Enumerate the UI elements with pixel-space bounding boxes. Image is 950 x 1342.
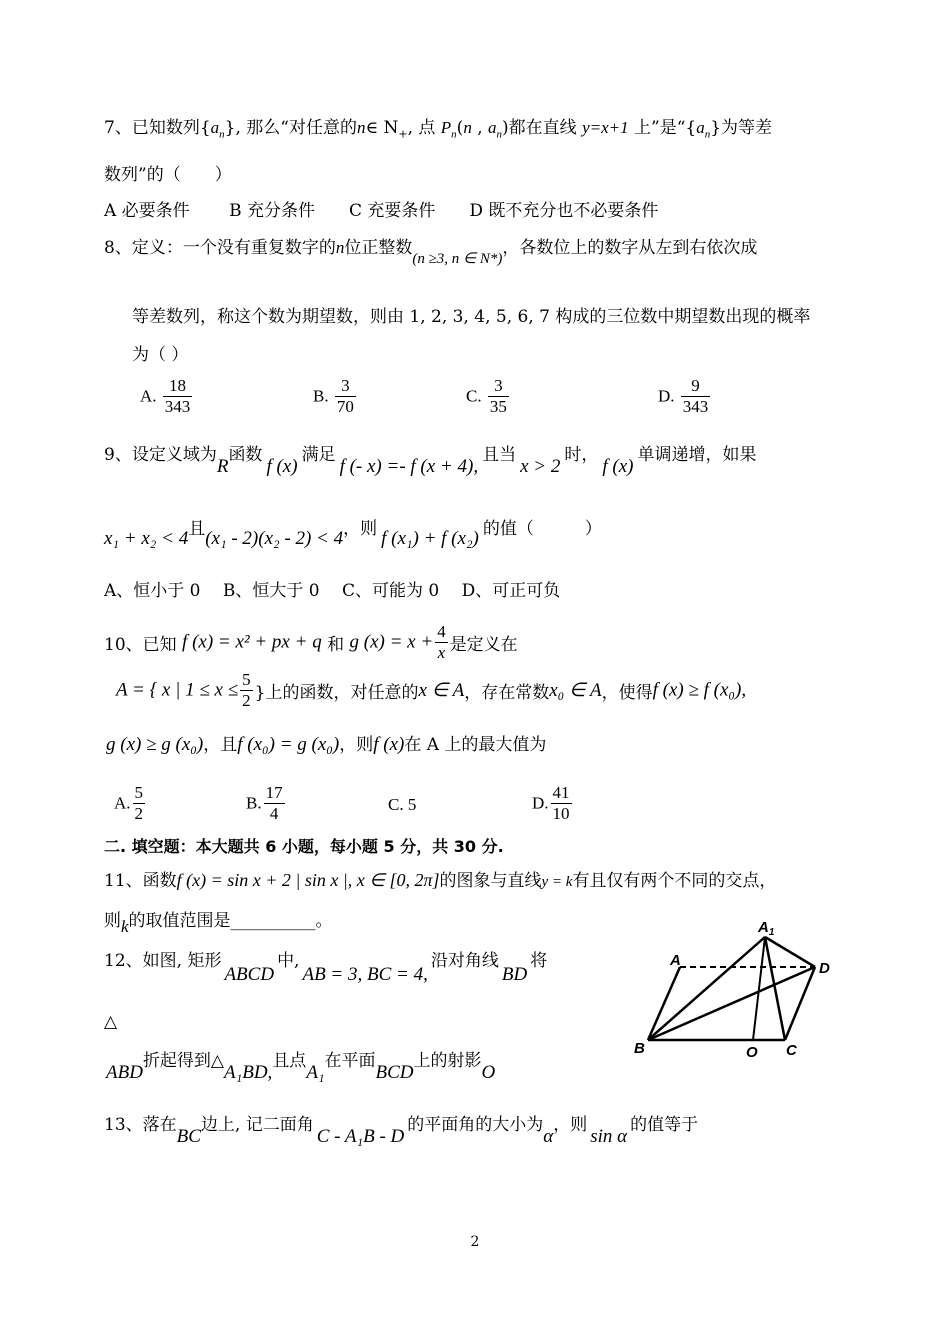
q10-text: }上的函数，对任意的 <box>254 683 419 703</box>
numerator: 9 <box>681 376 711 397</box>
q12-diagonal-bd: BD <box>501 964 528 985</box>
q13-sin-alpha: sin α <box>590 1126 628 1147</box>
numerator: 41 <box>552 783 570 802</box>
q9-text: 满足 <box>301 445 336 465</box>
q10-text: ，使得 <box>601 683 653 703</box>
q10-x0-in-a: x₀ ∈ A <box>549 680 602 701</box>
q10-line3 <box>106 730 546 756</box>
q12-point-a1: A₁ <box>306 1062 325 1083</box>
q9-condition: x > 2 <box>520 456 561 477</box>
denominator: x <box>437 643 446 662</box>
q7-options: A 必要条件 B 充分条件 C 充要条件 D 既不充分也不必要条件 <box>104 201 659 221</box>
denominator: 4 <box>269 804 279 823</box>
q12-line3 <box>106 1046 496 1083</box>
q7-text: , 点 <box>407 118 441 138</box>
q9-text: 时， <box>564 445 599 465</box>
option-label: C. <box>466 386 482 406</box>
q12-plane-bcd: BCD <box>375 1062 414 1083</box>
q9-text: 且 <box>188 519 206 539</box>
q7-text: }为等差 <box>710 118 773 138</box>
option-label: D. <box>532 793 549 813</box>
q9-sum-condition: x₁ + x₂ < 4 <box>104 528 189 549</box>
q11-text: 的图象与直线 <box>439 871 542 891</box>
numerator: 3 <box>335 376 356 397</box>
fraction <box>488 376 509 417</box>
q10-x-in-a: x ∈ A <box>418 680 465 701</box>
q12-text: 12、如图, 矩形 <box>104 951 222 971</box>
q9-product-condition: (x₁ - 2)(x₂ - 2) < 4 <box>205 528 344 549</box>
q12-triangle-symbol: △ <box>104 1012 118 1032</box>
q9-equation: f (- x) =- f (x + 4), <box>339 456 479 477</box>
denominator: 35 <box>489 397 507 416</box>
q12-text: 将 <box>530 951 548 971</box>
q7-var-a: a <box>696 118 705 137</box>
q8-var-n: n <box>335 238 345 257</box>
denominator: 70 <box>336 397 354 416</box>
q7-sub-n: n <box>704 128 711 141</box>
q7-sub-n: n <box>496 128 503 141</box>
q8-line3: 为（ ） <box>132 345 189 365</box>
q13-text: ，则 <box>553 1115 588 1135</box>
q7-in-n: ∈ N <box>365 118 399 138</box>
fraction <box>435 622 448 663</box>
q7-point-p: P <box>440 118 452 137</box>
q10-text: 在 A 上的最大值为 <box>404 735 547 755</box>
edge-a1d <box>765 937 815 967</box>
q13-line1 <box>104 1110 699 1147</box>
q12-text: 上的射影 <box>413 1051 482 1071</box>
label-d: D <box>819 960 830 977</box>
q9-line2 <box>104 514 602 549</box>
fraction <box>264 783 285 824</box>
q8-option-d <box>658 376 712 417</box>
option-label: A. <box>140 386 157 406</box>
q7-text: }, 那么“对任意的 <box>224 118 357 138</box>
q7-line2: 数列”的（ ） <box>104 165 232 185</box>
q12-text: 在平面 <box>324 1051 376 1071</box>
q7-line-eq: y=x+1 <box>582 118 629 137</box>
q10-text: ，且 <box>203 735 238 755</box>
q10-line1 <box>104 622 518 663</box>
q8-option-b <box>313 376 358 417</box>
numerator: 4 <box>437 622 446 641</box>
q9-options: A、恒小于 0 B、恒大于 0 C、可能为 0 D、可正可负 <box>104 581 561 601</box>
q7-text: 上”是“{ <box>628 118 697 138</box>
denominator: 343 <box>682 397 709 416</box>
fraction <box>133 783 146 824</box>
numerator: 5 <box>134 783 144 802</box>
q9-fx: f (x) <box>602 456 634 477</box>
q7-sub-n: n <box>219 128 225 141</box>
q8-text: 8、定义：一个没有重复数字的 <box>104 238 336 258</box>
q7-sequence-a: a <box>210 118 220 137</box>
option-label: B. <box>313 386 329 406</box>
q9-text: 函数 <box>228 445 263 465</box>
q13-text: 边上, 记二面角 <box>200 1115 314 1135</box>
q9-text: ，则 <box>343 519 378 539</box>
denominator: 2 <box>242 691 251 710</box>
q7-var-n: n <box>463 118 472 137</box>
q10-f-definition: f (x) = x² + px + q <box>182 631 322 653</box>
q7-paren: ) <box>502 118 509 138</box>
q8-condition: (n ≥3, n ∈ N*) <box>412 251 503 267</box>
q8-text: 位正整数 <box>344 238 413 258</box>
q7-sub-plus: + <box>398 127 408 141</box>
option-label: A. <box>114 793 131 813</box>
q11-text: 11、函数 <box>104 871 177 891</box>
numerator: 17 <box>265 783 283 802</box>
q10-inequality-g: g (x) ≥ g (x₀) <box>106 734 204 755</box>
q12-rect-abcd: ABCD <box>224 964 275 985</box>
q7-sub-n: n <box>451 128 457 141</box>
q9-domain-r: R <box>216 456 229 477</box>
q7-var-a: a <box>488 118 497 137</box>
q10-equality: f (x₀) = g (x₀) <box>237 734 340 755</box>
q12-text: 沿对角线 <box>430 951 499 971</box>
q8-line1 <box>104 233 758 267</box>
q10-option-d <box>532 783 574 824</box>
fraction <box>240 670 253 711</box>
q7-paren: ( <box>456 118 464 138</box>
fraction <box>681 376 711 417</box>
denominator: 343 <box>164 397 191 416</box>
section-heading: 二. 填空题：本大题共 6 小题，每小题 5 分，共 30 分. <box>104 837 504 856</box>
q12-tri-a1bd: A₁BD, <box>224 1062 273 1083</box>
q10-option-b <box>246 783 287 824</box>
q8-option-c <box>466 376 511 417</box>
q11-line2 <box>104 906 333 936</box>
q7-var-n: n <box>356 118 366 137</box>
q13-dihedral-angle: C - A₁B - D <box>316 1126 405 1147</box>
q12-lengths: AB = 3, BC = 4, <box>302 964 428 985</box>
numerator: 5 <box>242 670 251 689</box>
denominator: 10 <box>552 804 570 823</box>
label-a: A <box>670 952 681 969</box>
numerator: 18 <box>163 376 193 397</box>
q10-text: ，则 <box>339 735 374 755</box>
q9-text: 单调递增，如果 <box>637 445 757 465</box>
q9-fx: f (x) <box>266 456 298 477</box>
q7-line1 <box>104 113 772 140</box>
q9-text: 且当 <box>482 445 517 465</box>
q10-option-a <box>114 783 147 824</box>
q12-text: 中, <box>277 951 300 971</box>
q8-option-a <box>140 376 194 417</box>
q10-text: 和 <box>327 635 345 655</box>
q10-set-a: A = { x | 1 ≤ x ≤ <box>116 679 239 701</box>
denominator: 2 <box>134 804 144 823</box>
q9-text: 9、设定义域为 <box>104 445 217 465</box>
q10-option-c: C. 5 <box>388 795 417 814</box>
q12-text: 折起得到△ <box>142 1051 225 1071</box>
q13-edge-bc: BC <box>176 1126 201 1147</box>
numerator: 3 <box>488 376 509 397</box>
q7-comma: , <box>471 118 489 138</box>
q11-var-k: k <box>121 917 129 936</box>
q13-text: 13、落在 <box>104 1115 177 1135</box>
q11-text: 则 <box>104 911 121 931</box>
q7-text: 都在直线 <box>508 118 583 138</box>
label-b: B <box>634 1040 645 1057</box>
q12-text: 且点 <box>272 1051 307 1071</box>
edge-a1b <box>648 937 765 1040</box>
q9-text: 的值（ ） <box>482 519 602 539</box>
q11-function: f (x) = sin x + 2 | sin x |, x ∈ [0, 2π] <box>176 870 440 890</box>
q13-text: 的值等于 <box>630 1115 699 1135</box>
q10-line2 <box>116 670 746 711</box>
q12-line1 <box>104 946 548 985</box>
q9-sum-expression: f (x₁) + f (x₂) <box>381 528 479 549</box>
q13-text: 的平面角的大小为 <box>407 1115 544 1135</box>
q10-text: 是定义在 <box>449 635 518 655</box>
q9-line1 <box>104 440 757 477</box>
q10-text: 10、已知 <box>104 635 177 655</box>
q11-line1 <box>104 866 776 891</box>
label-a1: $A_1$ <box>758 919 775 938</box>
fraction <box>163 376 193 417</box>
label-o: O <box>746 1044 758 1061</box>
fraction <box>551 783 572 824</box>
q8-text: ，各数位上的数字从左到右依次成 <box>502 238 758 258</box>
q11-text: 有且仅有两个不同的交点， <box>572 871 777 891</box>
option-label: D. <box>658 386 675 406</box>
label-c: C <box>786 1042 797 1059</box>
option-label: B. <box>246 793 262 813</box>
q10-g-definition: g (x) = x + <box>349 631 434 653</box>
fraction <box>335 376 356 417</box>
geometry-figure <box>630 915 840 1065</box>
q13-alpha: α <box>543 1126 554 1147</box>
q7-text: 7、已知数列{ <box>104 118 211 138</box>
q10-text: ，存在常数 <box>464 683 550 703</box>
q11-text: 的取值范围是__________。 <box>128 911 333 931</box>
q12-point-o: O <box>481 1062 496 1083</box>
q11-line: y = k <box>541 874 573 890</box>
q8-line2: 等差数列，称这个数为期望数，则由 1, 2, 3, 4, 5, 6, 7 构成的三位数中期望数出现的概率 <box>132 307 811 327</box>
q10-fx: f (x) <box>373 734 405 755</box>
q10-inequality-f: f (x) ≥ f (x₀), <box>652 679 747 701</box>
page-number: 2 <box>470 1234 480 1250</box>
q12-tri-abd: ABD <box>106 1062 143 1083</box>
